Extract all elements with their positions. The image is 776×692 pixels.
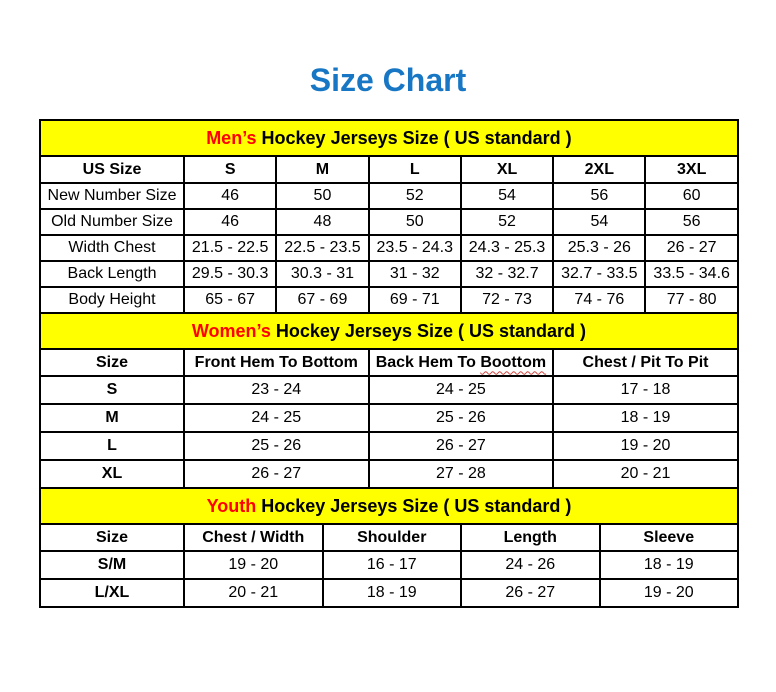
table-cell: 31 - 32 — [369, 261, 461, 287]
table-cell: 52 — [461, 209, 553, 235]
table-cell: 24 - 26 — [461, 551, 600, 579]
table-cell: 69 - 71 — [369, 287, 461, 313]
column-header-length: Length — [461, 524, 600, 551]
table-cell: 26 - 27 — [369, 432, 554, 460]
table-row-womens-l — [40, 432, 738, 460]
table-cell: 33.5 - 34.6 — [645, 261, 737, 287]
table-cell: 46 — [184, 183, 276, 209]
table-cell: 32.7 - 33.5 — [553, 261, 645, 287]
table-row-womens-xl — [40, 460, 738, 488]
table-cell: 18 - 19 — [600, 551, 739, 579]
table-cell: 18 - 19 — [323, 579, 462, 607]
youth-size-table — [39, 487, 739, 608]
mens-size-table — [39, 119, 739, 314]
back-hem-misspelled-word: Boottom — [480, 353, 547, 371]
column-header-shoulder: Shoulder — [323, 524, 462, 551]
row-label: Body Height — [40, 287, 184, 313]
column-header-size: Size — [40, 349, 184, 376]
table-cell: 29.5 - 30.3 — [184, 261, 276, 287]
table-cell: 21.5 - 22.5 — [184, 235, 276, 261]
womens-column-header-row — [40, 349, 738, 376]
table-cell: 27 - 28 — [369, 460, 554, 488]
youth-section-title-accent: Youth — [206, 495, 257, 516]
table-cell: 26 - 27 — [184, 460, 369, 488]
womens-section-title — [40, 313, 738, 349]
column-header-2xl: 2XL — [553, 156, 645, 183]
table-cell: 25.3 - 26 — [553, 235, 645, 261]
table-cell: 50 — [276, 183, 368, 209]
youth-section-title — [40, 488, 738, 524]
column-header-sleeve: Sleeve — [600, 524, 739, 551]
mens-section-title-accent: Men’s — [206, 127, 257, 148]
youth-column-header-row — [40, 524, 738, 551]
table-cell: 56 — [553, 183, 645, 209]
womens-section-header-row — [40, 313, 738, 349]
table-cell: 67 - 69 — [276, 287, 368, 313]
table-cell: 18 - 19 — [553, 404, 738, 432]
table-cell: 24 - 25 — [369, 376, 554, 404]
table-row-back-length — [40, 261, 738, 287]
table-cell: 20 - 21 — [553, 460, 738, 488]
table-row-body-height — [40, 287, 738, 313]
table-cell: 25 - 26 — [184, 432, 369, 460]
mens-section-header-row — [40, 120, 738, 156]
row-label: L — [40, 432, 184, 460]
column-header-size: Size — [40, 524, 184, 551]
table-row-new-number-size — [40, 183, 738, 209]
column-header-us-size: US Size — [40, 156, 184, 183]
table-cell: 46 — [184, 209, 276, 235]
table-row-width-chest — [40, 235, 738, 261]
womens-section-title-accent: Women’s — [191, 320, 271, 341]
womens-size-table — [39, 312, 739, 489]
table-cell: 56 — [645, 209, 737, 235]
table-cell: 48 — [276, 209, 368, 235]
table-cell: 26 - 27 — [645, 235, 737, 261]
row-label: S — [40, 376, 184, 404]
column-header-chest-pit: Chest / Pit To Pit — [553, 349, 738, 376]
table-row-youth-lxl — [40, 579, 738, 607]
table-cell: 25 - 26 — [369, 404, 554, 432]
column-header-back-hem — [369, 349, 554, 376]
row-label: S/M — [40, 551, 184, 579]
table-row-old-number-size — [40, 209, 738, 235]
row-label: XL — [40, 460, 184, 488]
table-cell: 30.3 - 31 — [276, 261, 368, 287]
table-cell: 17 - 18 — [553, 376, 738, 404]
table-cell: 32 - 32.7 — [461, 261, 553, 287]
mens-column-header-row — [40, 156, 738, 183]
column-header-s: S — [184, 156, 276, 183]
mens-section-title — [40, 120, 738, 156]
row-label: Width Chest — [40, 235, 184, 261]
column-header-chest-width: Chest / Width — [184, 524, 323, 551]
table-cell: 74 - 76 — [553, 287, 645, 313]
table-cell: 26 - 27 — [461, 579, 600, 607]
back-hem-prefix: Back Hem To — [375, 353, 481, 371]
table-cell: 77 - 80 — [645, 287, 737, 313]
table-cell: 24 - 25 — [184, 404, 369, 432]
table-cell: 23.5 - 24.3 — [369, 235, 461, 261]
table-cell: 19 - 20 — [600, 579, 739, 607]
table-cell: 19 - 20 — [553, 432, 738, 460]
row-label: Old Number Size — [40, 209, 184, 235]
table-cell: 20 - 21 — [184, 579, 323, 607]
table-row-youth-sm — [40, 551, 738, 579]
table-cell: 72 - 73 — [461, 287, 553, 313]
table-cell: 60 — [645, 183, 737, 209]
table-cell: 24.3 - 25.3 — [461, 235, 553, 261]
column-header-xl: XL — [461, 156, 553, 183]
column-header-3xl: 3XL — [645, 156, 737, 183]
column-header-front-hem: Front Hem To Bottom — [184, 349, 369, 376]
row-label: Back Length — [40, 261, 184, 287]
table-cell: 50 — [369, 209, 461, 235]
youth-section-title-rest: Hockey Jerseys Size ( US standard ) — [256, 495, 572, 516]
youth-section-header-row — [40, 488, 738, 524]
column-header-l: L — [369, 156, 461, 183]
table-cell: 19 - 20 — [184, 551, 323, 579]
table-cell: 54 — [553, 209, 645, 235]
size-chart-tables — [39, 119, 737, 608]
row-label: L/XL — [40, 579, 184, 607]
column-header-m: M — [276, 156, 368, 183]
page-title: Size Chart — [309, 62, 467, 98]
table-row-womens-m — [40, 404, 738, 432]
table-cell: 22.5 - 23.5 — [276, 235, 368, 261]
womens-section-title-rest: Hockey Jerseys Size ( US standard ) — [270, 320, 586, 341]
row-label: M — [40, 404, 184, 432]
table-row-womens-s — [40, 376, 738, 404]
table-cell: 65 - 67 — [184, 287, 276, 313]
table-cell: 52 — [369, 183, 461, 209]
mens-section-title-rest: Hockey Jerseys Size ( US standard ) — [256, 127, 572, 148]
row-label: New Number Size — [40, 183, 184, 209]
table-cell: 54 — [461, 183, 553, 209]
table-cell: 16 - 17 — [323, 551, 462, 579]
table-cell: 23 - 24 — [184, 376, 369, 404]
